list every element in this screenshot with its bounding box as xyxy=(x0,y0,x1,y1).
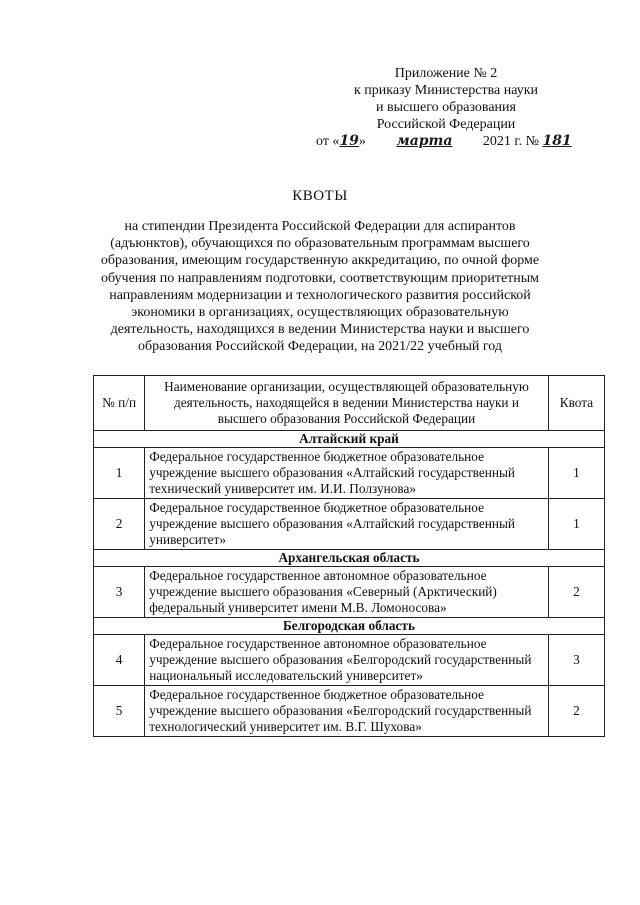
table-row xyxy=(94,686,605,737)
table-row xyxy=(94,448,605,499)
handwritten-day: 19 xyxy=(339,133,359,149)
row-quota: 1 xyxy=(548,499,604,550)
appendix-ministry-line: и высшего образования xyxy=(376,100,516,115)
row-quota: 1 xyxy=(548,448,604,499)
document-subtitle: на стипендии Президента Российской Федерации для аспирантов (адъюнктов), обучающихся по образовательным программам высшего образования, имеющим государственную аккредитацию, по очной форме обучения по направлениям подготовки, соответствующим приоритетным направлениям модернизации и технологического развития российской экономики в организациях, осуществляющих образовательную деятельность, находящихся в ведении Министерства науки и высшего образования Российской Федерации, на 2021/22 учебный год xyxy=(100,219,540,355)
row-quota: 3 xyxy=(548,635,604,686)
row-num: 1 xyxy=(94,448,145,499)
col-header-num: № п/п xyxy=(94,376,145,431)
row-org: Федеральное государственное бюджетное образовательное учреждение высшего образования «Алтайский государственный технический университет им. И.И. Ползунова» xyxy=(145,448,549,499)
region-name: Алтайский край xyxy=(94,431,605,448)
region-row xyxy=(94,550,605,567)
quota-table xyxy=(93,375,605,737)
region-row xyxy=(94,431,605,448)
handwritten-month: марта xyxy=(396,133,453,149)
row-num: 4 xyxy=(94,635,145,686)
row-org: Федеральное государственное автономное образовательное учреждение высшего образования «Северный (Арктический) федеральный университет имени М.В. Ломоносова» xyxy=(145,567,549,618)
row-quota: 2 xyxy=(548,686,604,737)
appendix-header xyxy=(316,65,576,150)
table-row xyxy=(94,567,605,618)
region-name: Белгородская область xyxy=(94,618,605,635)
region-row xyxy=(94,618,605,635)
appendix-order-ref: к приказу Министерства науки xyxy=(353,83,539,98)
row-org: Федеральное государственное автономное образовательное учреждение высшего образования «Белгородский государственный национальный исследовательский университет» xyxy=(145,635,549,686)
row-org: Федеральное государственное бюджетное образовательное учреждение высшего образования «Алтайский государственный университет» xyxy=(145,499,549,550)
row-num: 2 xyxy=(94,499,145,550)
table-header-row xyxy=(94,376,605,431)
table-row xyxy=(94,635,605,686)
order-date-line: от «19» марта 2021 г. № 181 xyxy=(316,133,576,150)
col-header-quota: Квота xyxy=(548,376,604,431)
document-title: КВОТЫ xyxy=(292,188,348,204)
row-quota: 2 xyxy=(548,567,604,618)
appendix-title: Приложение № 2 xyxy=(394,66,498,81)
col-header-org: Наименование организации, осуществляющей образовательную деятельность, находящейся в ведении Министерства науки и высшего образования Российской Федерации xyxy=(145,376,549,431)
table-row xyxy=(94,499,605,550)
row-org: Федеральное государственное бюджетное образовательное учреждение высшего образования «Белгородский государственный технологический университет им. В.Г. Шухова» xyxy=(145,686,549,737)
handwritten-order-number: 181 xyxy=(542,133,572,149)
appendix-country-line: Российской Федерации xyxy=(376,117,516,132)
region-name: Архангельская область xyxy=(94,550,605,567)
row-num: 5 xyxy=(94,686,145,737)
row-num: 3 xyxy=(94,567,145,618)
